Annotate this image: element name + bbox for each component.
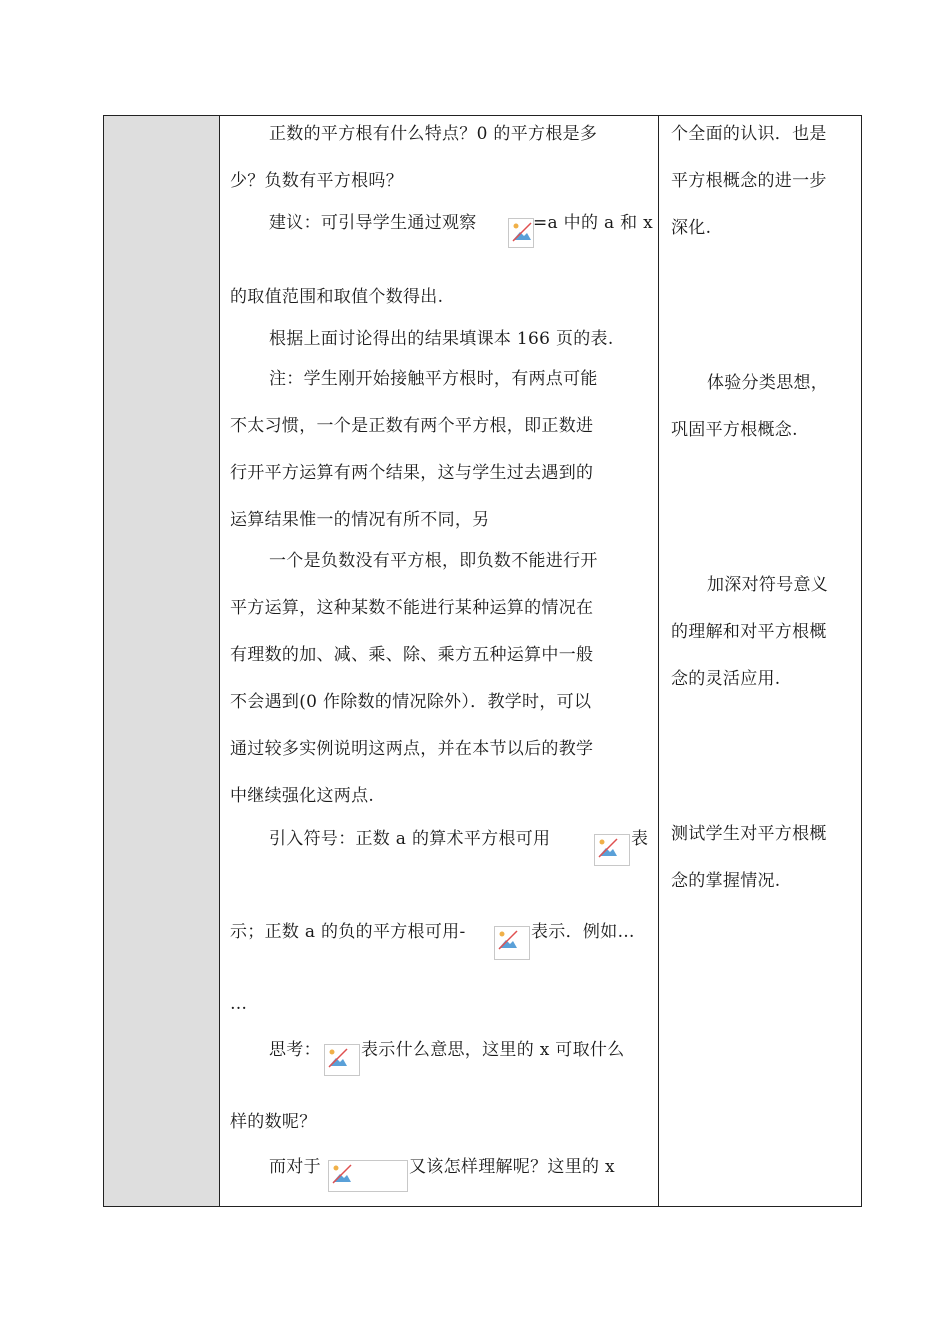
main-line-1: 正数的平方根有什么特点？0 的平方根是多 bbox=[269, 124, 598, 144]
note-line-4: 体验分类思想， bbox=[707, 373, 829, 393]
broken-image-icon bbox=[328, 1160, 408, 1192]
main-line-8: 行开平方运算有两个结果，这与学生过去遇到的 bbox=[230, 463, 594, 483]
main-line-11: 平方运算，这种某数不能进行某种运算的情况在 bbox=[230, 598, 594, 618]
main-line-15: 中继续强化这两点. bbox=[230, 786, 375, 806]
main-line-18: … bbox=[230, 994, 248, 1014]
main-line-7: 不太习惯，一个是正数有两个平方根，即正数进 bbox=[230, 416, 594, 436]
broken-image-icon bbox=[324, 1044, 360, 1076]
note-line-9: 测试学生对平方根概 bbox=[671, 824, 827, 844]
note-line-10: 念的掌握情况. bbox=[671, 871, 781, 891]
main-line-3: 建议：可引导学生通过观察 bbox=[269, 213, 477, 233]
main-line-21: 而对于 bbox=[269, 1157, 321, 1177]
broken-image-icon bbox=[594, 834, 630, 866]
note-line-5: 巩固平方根概念. bbox=[671, 420, 798, 440]
main-line-19b: 表示什么意思，这里的 x 可取什么 bbox=[361, 1040, 625, 1060]
broken-image-icon bbox=[494, 926, 530, 960]
main-line-3b: =a 中的 a 和 x bbox=[533, 213, 654, 233]
main-line-13: 不会遇到(0 作除数的情况除外）．教学时，可以 bbox=[230, 692, 592, 712]
note-line-3: 深化. bbox=[671, 218, 712, 238]
main-line-16: 引入符号：正数 a 的算术平方根可用 bbox=[269, 829, 551, 849]
main-line-19: 思考： bbox=[269, 1040, 321, 1060]
main-line-5: 根据上面讨论得出的结果填课本 166 页的表. bbox=[269, 329, 614, 349]
main-line-14: 通过较多实例说明这两点，并在本节以后的教学 bbox=[230, 739, 594, 759]
main-line-2: 少？负数有平方根吗？ bbox=[230, 171, 403, 191]
note-line-8: 念的灵活应用. bbox=[671, 669, 781, 689]
left-gray-column bbox=[104, 116, 220, 1206]
main-line-6: 注：学生刚开始接触平方根时，有两点可能 bbox=[269, 369, 598, 389]
note-line-7: 的理解和对平方根概 bbox=[671, 622, 827, 642]
main-line-9: 运算结果惟一的情况有所不同，另 bbox=[230, 510, 490, 530]
broken-image-icon bbox=[508, 218, 534, 248]
main-line-16b: 表 bbox=[631, 829, 649, 849]
main-line-4: 的取值范围和取值个数得出. bbox=[230, 287, 444, 307]
main-line-12: 有理数的加、减、乘、除、乘方五种运算中一般 bbox=[230, 645, 594, 665]
note-line-2: 平方根概念的进一步 bbox=[671, 171, 827, 191]
note-line-6: 加深对符号意义 bbox=[707, 575, 829, 595]
main-line-17b: 表示．例如… bbox=[531, 922, 635, 942]
main-line-10: 一个是负数没有平方根，即负数不能进行开 bbox=[269, 551, 598, 571]
main-line-17: 示；正数 a 的负的平方根可用- bbox=[230, 922, 466, 942]
note-line-1: 个全面的认识．也是 bbox=[671, 124, 827, 144]
notes-column bbox=[659, 116, 860, 1206]
main-line-20: 样的数呢？ bbox=[230, 1112, 317, 1132]
main-line-21b: 又该怎样理解呢？这里的 x bbox=[409, 1157, 615, 1177]
